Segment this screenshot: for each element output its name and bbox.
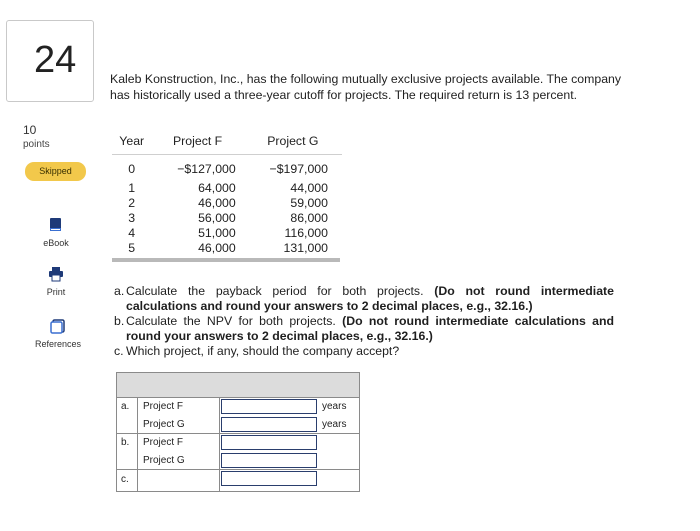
points-label: points <box>23 139 50 150</box>
print-button[interactable] <box>21 266 91 297</box>
answer-label: Project G <box>143 455 185 466</box>
part-label: a. <box>114 284 125 298</box>
points-value: 10 <box>23 123 37 137</box>
question-number: 24 <box>34 39 77 81</box>
printer-icon <box>48 266 64 282</box>
answer-row-a-project-f <box>117 398 359 416</box>
answer-label: Project F <box>143 437 184 448</box>
table-row <box>112 181 342 196</box>
table-row <box>112 155 342 182</box>
cell-project-g: 116,000 <box>284 226 328 240</box>
header-project-f: Project F <box>151 132 243 155</box>
table-row <box>112 211 342 226</box>
cell-year: 1 <box>128 181 136 195</box>
book-icon <box>48 217 64 233</box>
question-prompt: Kaleb Konstruction, Inc., has the following mutually exclusive projects available. The company has historically used a three-year cutoff for projects. The required return is 13 percent. <box>110 72 622 102</box>
cell-project-g: 86,000 <box>290 211 328 225</box>
answer-grid-header <box>117 373 359 398</box>
cell-project-f: −$127,000 <box>177 162 236 176</box>
answer-label: Project F <box>143 401 184 412</box>
answer-grid <box>116 372 360 492</box>
part-a <box>114 284 614 314</box>
header-year: Year <box>112 132 151 155</box>
cell-project-f: 46,000 <box>198 241 236 255</box>
npv-g-input[interactable] <box>221 453 317 468</box>
cell-year: 2 <box>128 196 136 210</box>
question-parts <box>114 284 614 359</box>
part-label: b. <box>114 314 125 328</box>
table-bottom-rule <box>112 258 340 262</box>
status-badge: Skipped <box>25 162 86 181</box>
table-row <box>112 196 342 211</box>
npv-f-input[interactable] <box>221 435 317 450</box>
print-label: Print <box>46 287 66 297</box>
references-button[interactable] <box>23 318 93 349</box>
project-choice-select[interactable] <box>221 471 317 486</box>
question-number-box <box>6 20 94 102</box>
table-row <box>112 226 342 241</box>
table-row <box>112 241 342 256</box>
cell-year: 0 <box>128 162 136 176</box>
cell-year: 3 <box>128 211 136 225</box>
cell-project-f: 51,000 <box>198 226 236 240</box>
part-label: c. <box>114 344 124 358</box>
answer-row-b-project-g <box>117 452 359 470</box>
answer-unit: years <box>322 419 347 430</box>
cell-project-g: 59,000 <box>290 196 328 210</box>
answer-letter: b. <box>121 437 130 448</box>
cell-project-g: 131,000 <box>283 241 328 255</box>
part-text: Calculate the NPV for both projects. <box>126 314 343 328</box>
cell-project-f: 56,000 <box>198 211 236 225</box>
references-label: References <box>34 339 82 349</box>
references-icon <box>50 318 66 334</box>
header-project-g: Project G <box>244 132 342 155</box>
cell-project-f: 64,000 <box>198 181 236 195</box>
answer-label: Project G <box>143 419 185 430</box>
answer-letter: c. <box>121 474 129 485</box>
payback-g-input[interactable] <box>221 417 317 432</box>
ebook-button[interactable] <box>21 217 91 248</box>
answer-row-a-project-g <box>117 416 359 434</box>
part-instruction: (Do not round intermediate calculations and round your answers to 2 decimal places, e.g., 32.16.) <box>126 284 614 313</box>
ebook-label: eBook <box>43 238 69 248</box>
cell-project-g: −$197,000 <box>269 162 328 176</box>
cell-year: 4 <box>128 226 136 240</box>
answer-letter: a. <box>121 401 130 412</box>
cell-year: 5 <box>128 241 136 255</box>
part-instruction: (Do not round intermediate calculations and round your answers to 2 decimal places, e.g., 32.16.) <box>126 314 614 343</box>
part-c <box>114 344 614 359</box>
answer-unit: years <box>322 401 347 412</box>
part-text: Calculate the payback period for both projects. <box>126 284 435 298</box>
cell-project-f: 46,000 <box>198 196 236 210</box>
part-b <box>114 314 614 344</box>
cell-project-g: 44,000 <box>290 181 328 195</box>
answer-row-c <box>117 470 359 488</box>
answer-row-b-project-f <box>117 434 359 452</box>
payback-f-input[interactable] <box>221 399 317 414</box>
cash-flow-table <box>112 132 342 256</box>
part-text: Which project, if any, should the company accept? <box>126 344 400 358</box>
